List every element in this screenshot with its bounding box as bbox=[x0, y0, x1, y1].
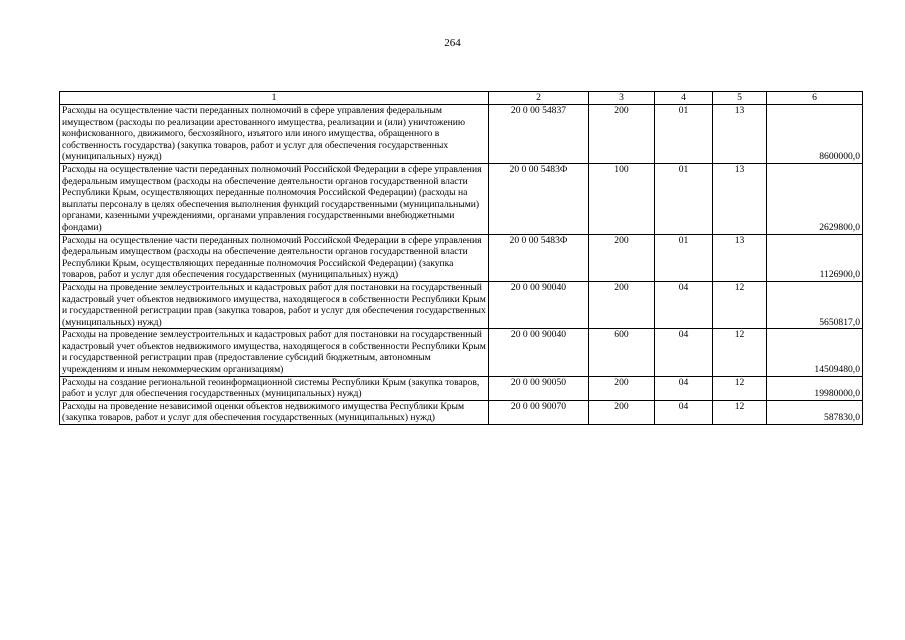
table-row bbox=[60, 281, 863, 328]
expense-type-code: 200 bbox=[589, 400, 655, 424]
amount-value: 19980000,0 bbox=[767, 376, 863, 400]
expense-description: Расходы на создание региональной геоинформационной системы Республики Крым (закупка товаров, работ и услуг для обеспечения государственных (муниципальных) нужд) bbox=[60, 376, 489, 400]
expense-type-code: 600 bbox=[589, 329, 655, 376]
column-number: 6 bbox=[767, 92, 863, 105]
subsection-code: 12 bbox=[713, 329, 767, 376]
amount-value: 1126900,0 bbox=[767, 234, 863, 281]
target-article-code: 20 0 00 54837 bbox=[489, 105, 589, 164]
table-row bbox=[60, 163, 863, 234]
subsection-code: 12 bbox=[713, 281, 767, 328]
table-row bbox=[60, 329, 863, 376]
amount-value: 14509480,0 bbox=[767, 329, 863, 376]
column-number: 5 bbox=[713, 92, 767, 105]
expense-type-code: 200 bbox=[589, 376, 655, 400]
expense-description: Расходы на осуществление части переданных полномочий в сфере управления федеральным имуществом (расходы по реализации арестованного имущества, реализации и (или) уничтожению конфискованного, движимого, бесхозяйного, изъятого или иного имущества, обращенного в собственность государства) (закупка товаров, работ и услуг для обеспечения государственных (муниципальных) нужд) bbox=[60, 105, 489, 164]
section-code: 01 bbox=[655, 105, 713, 164]
section-code: 04 bbox=[655, 400, 713, 424]
expense-type-code: 200 bbox=[589, 105, 655, 164]
section-code: 04 bbox=[655, 281, 713, 328]
target-article-code: 20 0 00 5483Ф bbox=[489, 234, 589, 281]
table-row bbox=[60, 105, 863, 164]
subsection-code: 12 bbox=[713, 376, 767, 400]
budget-table bbox=[59, 91, 863, 425]
expense-type-code: 200 bbox=[589, 281, 655, 328]
table-row bbox=[60, 400, 863, 424]
expense-description: Расходы на проведение землеустроительных и кадастровых работ для постановки на государственный кадастровый учет объектов недвижимого имущества, находящегося в собственности Республики Крым и государственной регистрации прав (предоставление субсидий бюджетным, автономным учреждениям и иным некоммерческим организациям) bbox=[60, 329, 489, 376]
section-code: 04 bbox=[655, 329, 713, 376]
target-article-code: 20 0 00 90040 bbox=[489, 281, 589, 328]
expense-type-code: 200 bbox=[589, 234, 655, 281]
column-number: 2 bbox=[489, 92, 589, 105]
subsection-code: 13 bbox=[713, 163, 767, 234]
expense-description: Расходы на проведение независимой оценки объектов недвижимого имущества Республики Крым (закупка товаров, работ и услуг для обеспечения государственных (муниципальных) нужд) bbox=[60, 400, 489, 424]
target-article-code: 20 0 00 90040 bbox=[489, 329, 589, 376]
column-number: 1 bbox=[60, 92, 489, 105]
section-code: 01 bbox=[655, 234, 713, 281]
column-number-row bbox=[60, 92, 863, 105]
amount-value: 8600000,0 bbox=[767, 105, 863, 164]
subsection-code: 13 bbox=[713, 234, 767, 281]
expense-description: Расходы на осуществление части переданных полномочий Российской Федерации в сфере управления федеральным имуществом (расходы на обеспечение деятельности органов государственной власти Республики Крым, осуществляющих переданные полномочия Российской Федерации) (расходы на выплаты персоналу в целях обеспечения выполнения функций государственными (муниципальными) органами, казенными учреждениями, органами управления государственными внебюджетными фондами) bbox=[60, 163, 489, 234]
expense-description: Расходы на осуществление части переданных полномочий Российской Федерации в сфере управления федеральным имуществом (расходы на обеспечение деятельности органов государственной власти Республики Крым, осуществляющих переданные полномочия Российской Федерации) (закупка товаров, работ и услуг для обеспечения государственных (муниципальных) нужд) bbox=[60, 234, 489, 281]
column-number: 4 bbox=[655, 92, 713, 105]
column-number: 3 bbox=[589, 92, 655, 105]
table-row bbox=[60, 234, 863, 281]
table-row bbox=[60, 376, 863, 400]
section-code: 04 bbox=[655, 376, 713, 400]
subsection-code: 13 bbox=[713, 105, 767, 164]
subsection-code: 12 bbox=[713, 400, 767, 424]
target-article-code: 20 0 00 90050 bbox=[489, 376, 589, 400]
expense-description: Расходы на проведение землеустроительных и кадастровых работ для постановки на государственный кадастровый учет объектов недвижимого имущества, находящегося в собственности Республики Крым и государственной регистрации прав (закупка товаров, работ и услуг для обеспечения государственных (муниципальных) нужд) bbox=[60, 281, 489, 328]
expense-type-code: 100 bbox=[589, 163, 655, 234]
page-number: 264 bbox=[444, 37, 461, 49]
target-article-code: 20 0 00 5483Ф bbox=[489, 163, 589, 234]
section-code: 01 bbox=[655, 163, 713, 234]
amount-value: 2629800,0 bbox=[767, 163, 863, 234]
target-article-code: 20 0 00 90070 bbox=[489, 400, 589, 424]
amount-value: 5650817,0 bbox=[767, 281, 863, 328]
amount-value: 587830,0 bbox=[767, 400, 863, 424]
